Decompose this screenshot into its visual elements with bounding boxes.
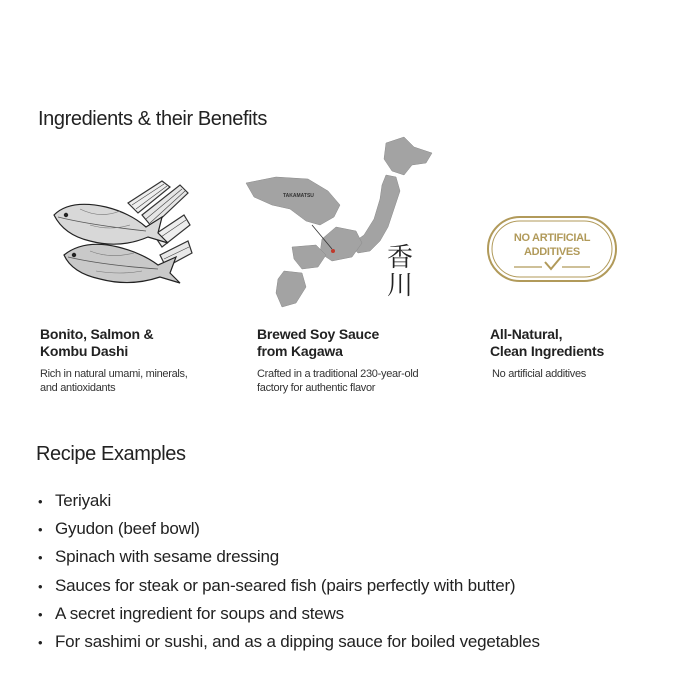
title-line: Bonito, Salmon & xyxy=(40,326,154,342)
kanji-char-2: 川 xyxy=(386,271,413,301)
badge-line-2: ADDITIVES xyxy=(524,246,580,258)
recipe-item xyxy=(38,628,540,656)
ingredient-dashi xyxy=(40,326,220,395)
ingredient-title xyxy=(490,326,660,360)
bullet: • xyxy=(38,494,43,509)
kanji-char-1: 香 xyxy=(386,243,413,273)
desc-line: Rich in natural umami, minerals, xyxy=(40,368,188,380)
desc-line: Crafted in a traditional 230-year-old xyxy=(257,368,419,380)
recipe-text: Gyudon (beef bowl) xyxy=(55,519,200,539)
desc-line: and antioxidants xyxy=(40,382,116,394)
recipe-text: Sauces for steak or pan-seared fish (pairs perfectly with butter) xyxy=(55,575,516,595)
bullet: • xyxy=(38,635,43,651)
title-line: Brewed Soy Sauce xyxy=(257,326,380,342)
ingredients-heading: Ingredients & their Benefits xyxy=(38,108,267,130)
desc-line: factory for authentic flavor xyxy=(257,382,376,394)
recipes-heading: Recipe Examples xyxy=(36,443,186,465)
recipe-item xyxy=(38,543,540,571)
kagawa-kanji xyxy=(385,244,415,300)
fish-kombu-illustration xyxy=(50,175,195,295)
desc-line: No artificial additives xyxy=(492,368,586,380)
title-line: All-Natural, xyxy=(490,326,563,342)
bullet: • xyxy=(38,522,43,538)
bullet: • xyxy=(38,578,43,594)
recipe-item xyxy=(38,600,540,628)
badge-line-1: NO ARTIFICIAL xyxy=(513,232,591,244)
badge-text xyxy=(486,231,618,259)
recipe-text: Teriyaki xyxy=(55,491,112,510)
bullet: • xyxy=(38,550,43,566)
recipe-item xyxy=(38,572,540,600)
recipe-text: Spinach with sesame dressing xyxy=(55,547,280,567)
ingredient-description xyxy=(492,367,660,381)
recipe-text: For sashimi or sushi, and as a dipping sauce for boiled vegetables xyxy=(55,632,540,652)
title-line: Kombu Dashi xyxy=(40,343,129,359)
ingredient-soy-sauce xyxy=(257,326,457,395)
recipe-item xyxy=(38,515,540,543)
map-city-label: TAKAMATSU xyxy=(283,193,314,199)
recipe-text: A secret ingredient for soups and stews xyxy=(55,603,344,623)
recipe-item xyxy=(38,487,540,515)
ingredient-description xyxy=(40,367,220,395)
ingredient-title xyxy=(257,326,457,360)
ingredient-all-natural xyxy=(490,326,660,381)
ingredient-title xyxy=(40,326,220,360)
bullet: • xyxy=(38,606,43,622)
title-line: Clean Ingredients xyxy=(490,343,605,359)
recipe-list xyxy=(38,487,540,656)
title-line: from Kagawa xyxy=(257,343,343,359)
ingredient-description xyxy=(257,367,457,395)
